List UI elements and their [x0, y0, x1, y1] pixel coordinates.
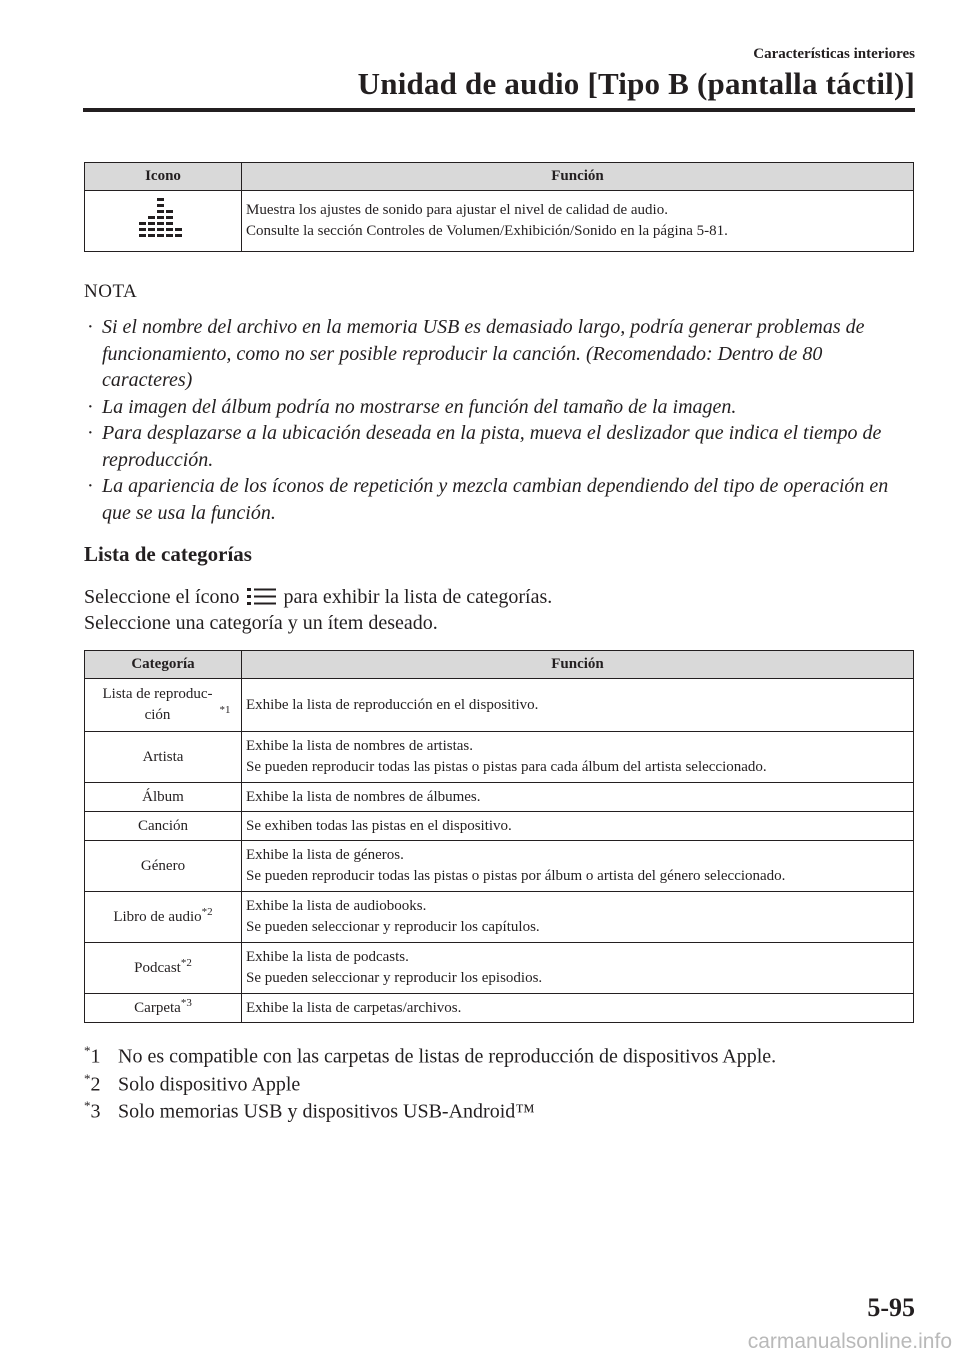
footnote-ref: *2	[201, 905, 213, 918]
note-item	[84, 314, 914, 394]
bullet: ·	[87, 395, 94, 418]
category-function-table	[84, 650, 914, 1023]
footnote-text: No es compatible con las carpetas de listas de reproducción de dispositivos Apple.	[118, 1045, 777, 1068]
equalizer-icon	[137, 198, 189, 238]
function-line: Se pueden reproducir todas las pistas o pistas para cada álbum del artista seleccionado.	[246, 759, 767, 775]
note-text: Para desplazarse a la ubicación deseada en la pista, mueva el deslizador que indica el tiempo de reproducción.	[102, 422, 882, 471]
category-name: Podcast	[134, 959, 181, 976]
category-name: Lista de reproduc-ción	[102, 686, 213, 723]
function-line: Exhibe la lista de géneros.	[246, 847, 404, 863]
table-row	[85, 783, 914, 812]
footnote	[84, 1043, 776, 1069]
footnote-number: 1	[90, 1045, 101, 1068]
function-line: Se pueden reproducir todas las pistas o pistas por álbum o artista del género seleccionado.	[246, 868, 786, 884]
icon-function-table	[84, 162, 914, 252]
watermark: carmanualsonline.info	[747, 1330, 952, 1353]
table-row	[85, 191, 914, 252]
function-line: Exhibe la lista de nombres de álbumes.	[246, 788, 481, 805]
instruction-text: para exhibir la lista de categorías.	[283, 586, 553, 608]
table-row	[85, 943, 914, 994]
footnote	[84, 1071, 300, 1097]
category-name: Álbum	[142, 788, 184, 805]
instruction-text: Seleccione el ícono	[84, 586, 240, 608]
function-cell	[242, 841, 914, 892]
function-line: Consulte la sección Controles de Volumen/Exhibición/Sonido en la página 5-81.	[246, 223, 728, 239]
note-text: La imagen del álbum podría no mostrarse en función del tamaño de la imagen.	[102, 395, 737, 418]
category-name: Artista	[142, 748, 184, 765]
category-name: Carpeta	[134, 999, 181, 1016]
footnote-star: *	[84, 1071, 91, 1086]
footnote-ref: *2	[180, 956, 192, 969]
category-name: Canción	[138, 817, 188, 834]
header-rule	[83, 108, 915, 112]
category-name: Libro de audio	[113, 908, 202, 925]
icon-cell	[85, 191, 242, 252]
header-categoria: Categoría	[85, 651, 242, 679]
function-cell	[242, 783, 914, 812]
category-cell	[85, 994, 242, 1023]
function-line: Se exhiben todas las pistas en el dispositivo.	[246, 817, 512, 834]
note-label: NOTA	[84, 281, 138, 302]
function-cell	[242, 812, 914, 841]
category-name: Género	[140, 857, 186, 874]
footnote-number: 3	[90, 1100, 101, 1123]
category-cell	[85, 732, 242, 783]
category-cell	[85, 892, 242, 943]
bullet: ·	[87, 316, 94, 338]
function-cell	[242, 732, 914, 783]
table-row	[85, 841, 914, 892]
category-cell	[85, 679, 242, 732]
footnote-number: 2	[90, 1073, 101, 1096]
note-text: Si el nombre del archivo en la memoria USB es demasiado largo, podría generar problemas de funcionamiento, como no ser posible reproducir la canción. (Recomendado: Dentro de 80 caracteres)	[102, 316, 865, 391]
section-title: Características interiores	[753, 46, 915, 62]
list-icon	[247, 587, 277, 607]
instruction-paragraph: Seleccione una categoría y un ítem deseado.	[84, 612, 438, 634]
footnote-star: *	[84, 1043, 91, 1058]
note-item	[84, 394, 914, 421]
instruction-paragraph	[84, 586, 552, 609]
function-line: Se pueden seleccionar y reproducir los capítulos.	[246, 919, 540, 935]
page-title: Unidad de audio [Tipo B (pantalla táctil)]	[357, 66, 915, 101]
page-number: 5-95	[867, 1293, 915, 1322]
function-line: Exhibe la lista de podcasts.	[246, 949, 409, 965]
footnote-ref: *1	[219, 704, 231, 716]
category-cell	[85, 841, 242, 892]
footnote-text: Solo memorias USB y dispositivos USB-Android™	[118, 1100, 535, 1123]
note-item	[84, 473, 914, 526]
header-funcion: Función	[242, 163, 914, 191]
function-cell	[242, 892, 914, 943]
note-item	[84, 420, 914, 473]
bullet: ·	[87, 422, 94, 444]
table-row	[85, 812, 914, 841]
function-line: Se pueden seleccionar y reproducir los episodios.	[246, 970, 543, 986]
note-text: La apariencia de los íconos de repetición y mezcla cambian dependiendo del tipo de operación en que se usa la función.	[102, 475, 889, 524]
function-cell	[242, 994, 914, 1023]
function-line: Exhibe la lista de carpetas/archivos.	[246, 999, 462, 1016]
table-row	[85, 732, 914, 783]
table-row	[85, 892, 914, 943]
function-line: Muestra los ajustes de sonido para ajustar el nivel de calidad de audio.	[246, 202, 668, 218]
note-list	[84, 314, 914, 526]
footnote-star: *	[84, 1098, 91, 1113]
header-funcion: Función	[242, 651, 914, 679]
header-icono: Icono	[85, 163, 242, 191]
function-cell	[242, 679, 914, 732]
category-list-heading: Lista de categorías	[84, 542, 252, 566]
function-line: Exhibe la lista de audiobooks.	[246, 898, 427, 914]
function-cell	[242, 191, 914, 252]
table-row	[85, 679, 914, 732]
function-line: Exhibe la lista de nombres de artistas.	[246, 738, 474, 754]
footnote-ref: *3	[180, 996, 192, 1009]
category-cell	[85, 943, 242, 994]
footnote-text: Solo dispositivo Apple	[118, 1073, 301, 1096]
function-cell	[242, 943, 914, 994]
function-line: Exhibe la lista de reproducción en el dispositivo.	[246, 696, 539, 713]
category-cell	[85, 783, 242, 812]
footnote	[84, 1098, 535, 1124]
table-row	[85, 994, 914, 1023]
bullet: ·	[87, 475, 94, 497]
category-cell	[85, 812, 242, 841]
